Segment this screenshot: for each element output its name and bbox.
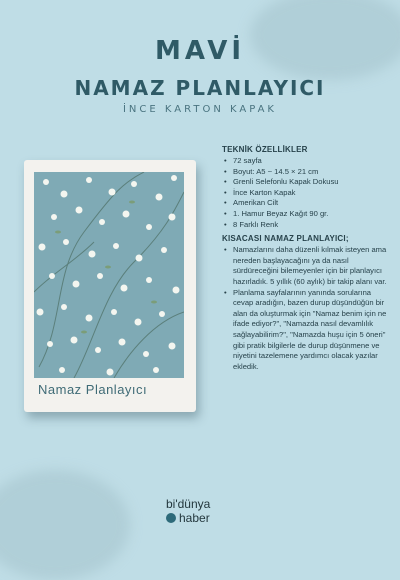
list-item: • Grenli Selefonlu Kapak Dokusu [222,177,392,188]
brand-logo [166,497,210,525]
list-item: • 1. Hamur Beyaz Kağıt 90 gr. [222,209,392,220]
cover-type-label: İNCE KARTON KAPAK [122,104,277,115]
specs-list [222,156,392,230]
brand-name-line2: haber [179,511,210,525]
list-item: • 8 Farklı Renk [222,220,392,231]
book-cover-title: Namaz Planlayıcı [38,382,148,397]
page-title: MAVİ [154,36,246,66]
list-item: • Planlama sayfalarının yanında sorularına cevap aradığın, bazen durup düşündüğün bir alan da oluşturmak için "Namaz benim için ne ifade ediyor?", "Namazda nasıl devamlılık sağlayabilirim?", "Namazda huşu için 5 öneri" gibi pratik bilgilerle de durup düşünmene ve niyetini tazelemene yardımcı olacak yazılar ekledik. [222,288,392,373]
globe-icon [166,513,176,523]
brand-name-line1: bi'dünya [166,497,211,511]
list-item: • Amerikan Cilt [222,198,392,209]
specs-heading: TEKNİK ÖZELLİKLER [222,145,308,154]
list-item: • 72 sayfa [222,156,392,167]
list-item: • Boyut: A5 ~ 14.5 × 21 cm [222,167,392,178]
list-item: • İnce Karton Kapak [222,188,392,199]
floral-cover-pattern [34,172,184,378]
page-subtitle: NAMAZ PLANLAYICI [74,76,326,100]
about-heading: KISACASI NAMAZ PLANLAYICI; [222,234,349,244]
blossom-pattern-icon [34,172,184,378]
planner-book-image [24,160,196,412]
list-item: • Namazlarını daha düzenli kılmak isteyen ama nereden başlayacağını ya da nasıl sürdüreceğini bilemeyenler için bir planlayıcı hazırladık. 5 yıllık (60 aylık) bir takip alanı var. [222,245,392,287]
background-leaf-shadow [0,470,130,580]
about-list [222,245,392,372]
product-specs-panel [222,145,392,376]
